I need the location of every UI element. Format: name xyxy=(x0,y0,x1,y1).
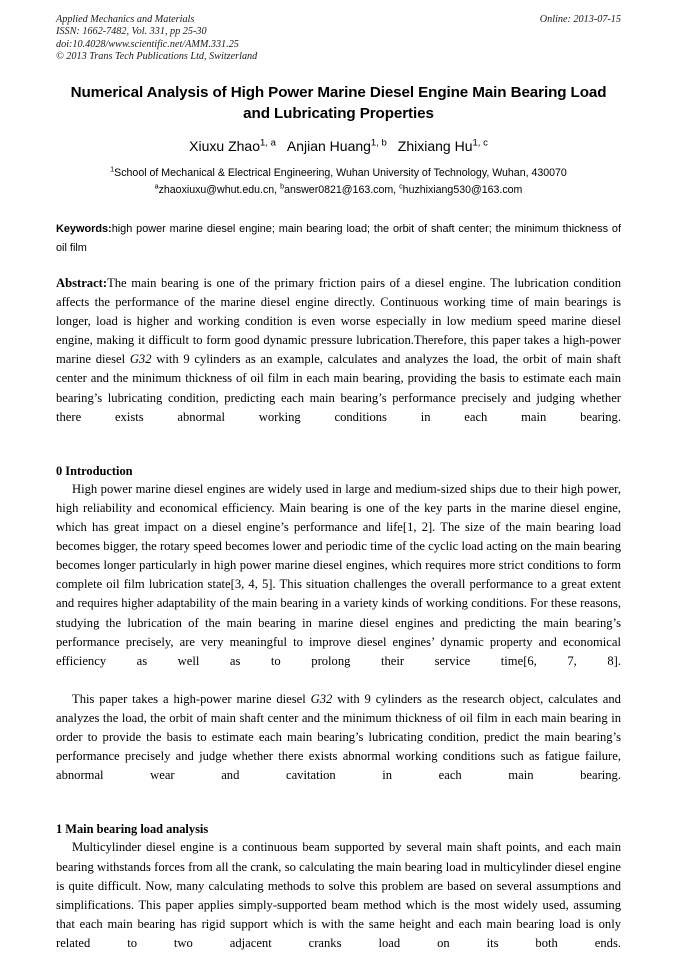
email-line xyxy=(56,183,621,198)
abstract-text-part-1: The main bearing is one of the primary friction pairs of a diesel engine. The lubrication condition affects the performance of the marine diesel engine directly. Continuous working time of main bearings is longer, load is higher and working condition is even worse especially in low medium speed marine diesel engine, making it difficult to form good dynamic pressure lubrication.Therefore, this paper takes a high-power marine diesel xyxy=(56,276,621,367)
author-name: Zhixiang Hu xyxy=(397,138,473,154)
author-name: Xiuxu Zhao xyxy=(189,138,260,154)
abstract-text-part-2: with 9 cylinders as an example, calculates and analyzes the load, the orbit of main shaft center and the minimum thickness of oil film in each main bearing, providing the basis to estimate each main bearing’s lubricating condition, predicting each main bearing’s performance precisely and judging whether there exists abnormal working conditions in each main bearing. xyxy=(56,352,621,424)
online-publication-date: Online: 2013-07-15 xyxy=(539,14,621,25)
keywords-label: Keywords: xyxy=(56,223,112,235)
email-mark: a xyxy=(154,181,159,191)
masthead xyxy=(56,14,621,66)
author xyxy=(189,138,276,154)
email-mark: b xyxy=(280,181,285,191)
keywords-text: high power marine diesel engine; main bearing load; the orbit of shaft center; the minimum thickness of oil film xyxy=(56,223,621,254)
paragraph-text-part-2: with 9 cylinders as the research object, calculates and analyzes the load, the orbit of main shaft center and the minimum thickness of oil film in each main bearing in order to provide the basis to estimate each main bearing’s lubricating condition, predict the main bearing’s performance precisely and judge whether there exists abnormal working conditions such as fatigue failure, abnormal wear and cavitation in each main bearing. xyxy=(56,691,621,783)
paragraph-engine-model: G32 xyxy=(310,691,333,706)
abstract-engine-model: G32 xyxy=(129,352,152,367)
author-list xyxy=(56,137,621,156)
paragraph xyxy=(56,480,621,690)
copyright-line: © 2013 Trans Tech Publications Ltd, Switzerland xyxy=(56,51,258,63)
author xyxy=(398,138,488,154)
author-name: Anjian Huang xyxy=(286,138,371,154)
page-title: Numerical Analysis of High Power Marine Diesel Engine Main Bearing Load and Lubricating Properties xyxy=(70,84,607,122)
journal-name: Applied Mechanics and Materials xyxy=(56,14,195,25)
affiliation-text: School of Mechanical & Electrical Engineering, Wuhan University of Technology, Wuhan, 430070 xyxy=(114,167,567,179)
affiliation-mark: 1 xyxy=(110,164,115,174)
paragraph-text-part-1: This paper takes a high-power marine diesel xyxy=(72,691,311,706)
abstract-label: Abstract: xyxy=(56,276,108,290)
section-heading-main-bearing-load-analysis: 1 Main bearing load analysis xyxy=(56,822,209,837)
author-affiliation-mark: 1, c xyxy=(472,137,488,149)
email-address: zhaoxiuxu@whut.edu.cn, xyxy=(158,184,278,196)
email-address: huzhixiang530@163.com xyxy=(402,184,523,196)
affiliation-line xyxy=(56,166,621,181)
author xyxy=(287,138,387,154)
author-affiliation-mark: 1, b xyxy=(370,137,387,149)
paragraph xyxy=(56,838,621,972)
email-mark: c xyxy=(399,181,403,191)
section-heading-introduction: 0 Introduction xyxy=(56,463,133,478)
email-address: answer0821@163.com, xyxy=(284,184,397,196)
abstract-block xyxy=(56,274,621,446)
author-affiliation-mark: 1, a xyxy=(259,137,276,149)
paragraph xyxy=(56,690,621,805)
doi-line: doi:10.4028/www.scientific.net/AMM.331.25 xyxy=(56,38,239,50)
paragraph-text-part-1: High power marine diesel engines are widely used in large and medium-sized ships due to their high power, high reliability and economical efficiency. Main bearing is one of the key parts in the marine diesel engine, which has great impact on a diesel engine’s performance and life[1, 2]. The size of the main bearing load becomes bigger, the rotary speed becomes lower and periodic time of the cyclic load acting on the main bearing becomes longer particularly in high power marine diesel engines, which requires more strict conditions to form complete oil film lubrication state[3, 4, 5]. This situation challenges the overall performance to a great extent and requires higher adaptability of the main bearing in a variety kinds of working conditions. For these reasons, studying the lubrication of the main bearing in marine diesel engines and predicting the main bearing’s performance precisely, are very meaningful to improve diesel engines’ dynamic property and economical efficiency as well as to prolong their service time[6, 7, 8]. xyxy=(56,481,621,668)
issn-volume-pages: ISSN: 1662-7482, Vol. 331, pp 25-30 xyxy=(56,26,207,38)
keywords-block xyxy=(56,220,621,257)
paragraph-text-part-1: Multicylinder diesel engine is a continuous beam supported by several main shaft points, and each main bearing withstands forces from all the crank, so calculating the main bearing load in multicylinder diesel engine is quite difficult. Now, many calculating methods to solve this problem are based on several assumptions and simplifications. This paper applies simply-supported beam method which is the most widely used, assuming that each main bearing has rigid support which is with the same height and each main bearing load is only related to two adjacent cranks load on its both ends. xyxy=(56,840,621,950)
